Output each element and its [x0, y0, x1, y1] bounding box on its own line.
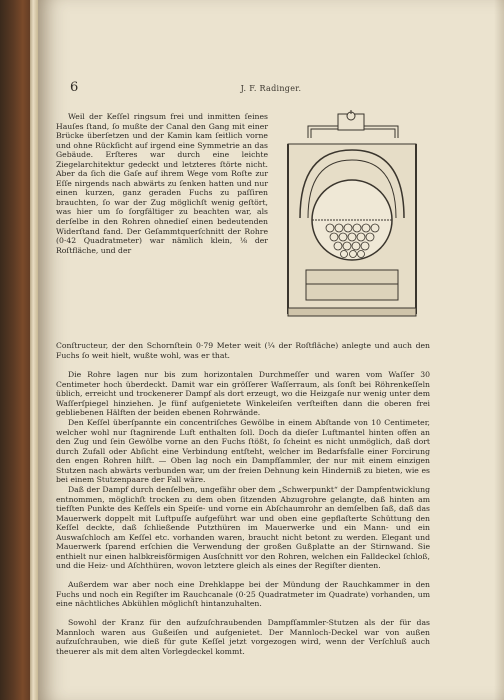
page-header: [70, 80, 472, 98]
boiler-figure: [278, 108, 428, 338]
running-head: J. F. Radinger.: [240, 84, 302, 93]
page-stack-edge: [30, 0, 38, 700]
page-edge-shadow: [494, 0, 504, 700]
firebox: [306, 270, 398, 300]
paragraph-4: Daß der Dampf durch denſelben, ungefähr ober dem „Schwerpunkt“ der Dampfentwicklung entnommen, möglichſt trocken zu dem oben ſitzenden Abzugrohre gelangte, daß hinten am tiefſten Punkte des Keſſels ein Speiſe- und vorne ein Abſchaumrohr an demſelben ſaß, daß das Mauerwerk doppelt mit Luftpuſſe aufgeführt war und oben eine gepflaſterte Schüttung den Keſſel deckte, daß ſchließende Putzthüren im Mauerwerke und ein Mann- und ein Auswaſchloch am Keſſel etc. vorhanden waren, braucht nicht betont zu werden. Elegant und Mauerwerk ſparend erſchien die Verwendung der großen Gußplatte an der Stirnwand. Sie enthielt nur einen halbkreisförmigen Ausſchnitt vor den Rohren, welchen ein Falldeckel ſchloß, und die Heiz- und Aſchthüren, wovon letztere gleich als eines der Regiſter dienten.: [56, 485, 430, 571]
paragraph-3: Den Keſſel überſpannte ein concentriſches Gewölbe in einem Abſtande von 10 Centimeter, welcher wohl nur ſtagnirende Luft enthalten ſoll. Doch da dieſer Luftmantel hinten offen an den Zug und ſein Gewölbe vorne an den Fuchs ſtößt, ſo ſcheint es nicht unmöglich, daß dort durch Zufall oder Abſicht eine Verbindung entſteht, welcher im Bedarfsfalle einer Forcirung den engen Rohren hilft. — Oben lag noch ein Dampfſammler, der nur mit einem einzigen Stutzen nach abwärts verbunden war, um der freien Dehnung kein Hinderniß zu bieten, wie es bei einem Stutzenpaare der Fall wäre.: [56, 418, 430, 485]
boiler-cross-section-drawing: [278, 108, 428, 338]
page-number: 6: [70, 80, 79, 95]
paragraph-2: Die Rohre lagen nur bis zum horizontalen Durchmeſſer und waren vom Waſſer 30 Centimeter hoch überdeckt. Damit war ein gröſſerer Waſſerraum, als ſonſt bei Röhrenkeſſeln üblich, erreicht und trockenerer Dampf als dort erzeugt, wo die Heizgaſe nur wenig unter dem Waſſerſpiegel hinziehen. Je fünf aufgenietete Winkeleiſen verſteiften dann die oberen frei gebliebenen Hälften der beiden ebenen Rohrwände.: [56, 370, 430, 418]
paragraph-6: Sowohl der Kranz für den aufzuſchraubenden Dampfſammler-Stutzen als der für das Mannloch waren aus Gußeiſen und aufgenietet. Der Mannloch-Deckel war von außen aufzuſchrauben, wie dieß für gute Keſſel jetzt vorgezogen wird, wenn der Verſchluß auch theuerer als mit dem alten Vorlegdeckel kommt.: [56, 618, 430, 656]
paragraph-5: Außerdem war aber noch eine Drehklappe bei der Mündung der Rauchkammer in den Fuchs und noch ein Regiſter im Rauchcanale (0·25 Quadratmeter im Quadrate) vorhanden, um eine nächtliches Abkühlen möglichſt hintanzuhalten.: [56, 580, 430, 609]
paragraph-1: Weil der Keſſel ringsum frei und inmitten ſeines Hauſes ſtand, ſo mußte der Canal den Gang mit einer Brücke überſetzen und der Kamin kam ſeitlich vorne und ohne Rückſicht auf irgend eine Symmetrie an das Gebäude. Erſteres war durch eine leichte Ziegelarchitektur gedeckt und letzteres ſtörte nicht. Aber da ſich die Gaſe auf ihrem Wege vom Roſte zur Eſſe nirgends nach abwärts zu ſenken hatten und nur einen kurzen, ganz geraden Fuchs zu paſſiren brauchten, ſo war der Zug möglichſt wenig geſtört, was hier um ſo ſorgfältiger zu beachten war, als derſelbe in den Rohren ohnedieſ einen bedeutenden Widerſtand fand. Der Geſammtquerſchnitt der Rohre (0·42 Quadratmeter) war nämlich klein, ⅛ der Roſtfläche, und der: [56, 112, 268, 255]
paragraph-1-continuation: Conſtructeur, der den Schornſtein 0·79 Meter weit (¼ der Roſtfläche) anlegte und auch den Fuchs ſo weit hielt, wußte wohl, was er that.: [56, 341, 430, 360]
